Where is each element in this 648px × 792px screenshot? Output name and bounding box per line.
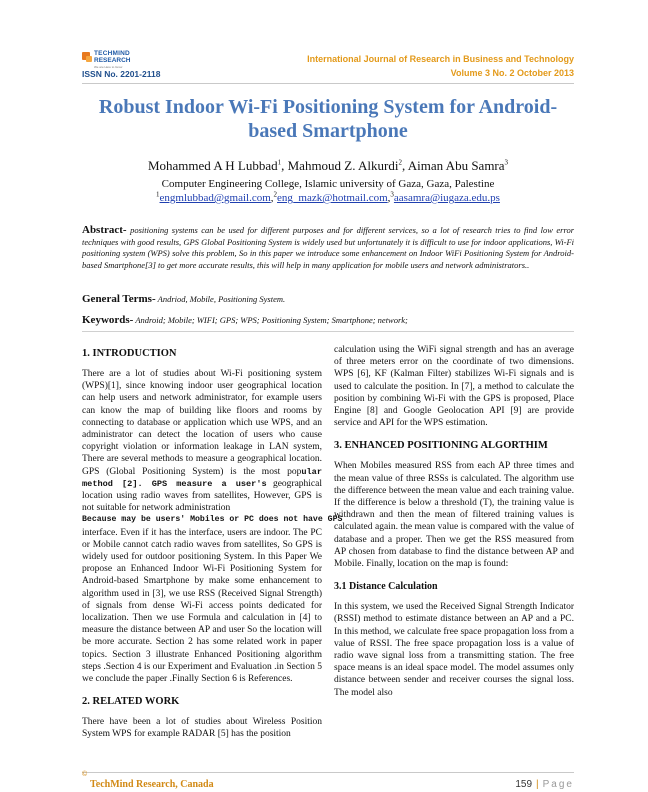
enhanced-algorithm-paragraph: When Mobiles measured RSS from each AP three times and the mean value of three RSSs is calculated. The algorithm use the difference between the mean value and each training value. If the difference is below a threshold (T), the training value is withdrawn and then the mean of filtered training values is calculated again. the mean value is compared with the value of database and a proper. Then we get the RSS measured from AP chosen from database to find the distance between AP and Mobile. Finally, location on the map is found: <box>334 461 574 570</box>
page-separator: | <box>536 779 539 790</box>
author-list: Mohammed A H Lubbad$^1$, Mahmoud Z. Alkurdi$^2$, Aiman Abu Samra$^3$ <box>147 158 509 173</box>
section-divider <box>82 331 574 332</box>
section-heading-related-work: 2. RELATED WORK <box>82 696 180 708</box>
volume-issue: Volume 3 No. 2 October 2013 <box>450 68 574 78</box>
author-name: Mohammed A H Lubbad <box>147 158 278 173</box>
copyright-icon: © <box>82 771 88 778</box>
general-terms-label: General Terms- <box>82 293 156 305</box>
email-sup: 2 <box>273 190 278 199</box>
footer-divider <box>82 772 574 773</box>
author-name: Mahmoud Z. Alkurdi <box>287 158 399 173</box>
abstract-label: Abstract- <box>82 224 127 236</box>
keywords <box>82 313 574 327</box>
publisher-name: TechMind Research, Canada <box>90 779 214 790</box>
author-sup: 3 <box>504 158 509 167</box>
page-number-value: 159 <box>515 779 533 790</box>
affiliation: Computer Engineering College, Islamic university of Gaza, Gaza, Palestine <box>161 178 495 190</box>
right-column <box>334 344 574 699</box>
distance-paragraph: In this system, we used the Received Signal Strength Indicator (RSSI) method to estimate distance between an AP and a PC. In this method, we calculate free space propagation loss from a value of RSSI. The free space propagation loss is a value of radio wave signal loss from a transmitting station. The free space means is an ideal space model. The model assumes only distance between sender and receiver courses the signal loss. The model also <box>334 602 574 698</box>
related-work-paragraph: There have been a lot of studies about Wireless Position System WPS for example RADAR [5] has the position <box>82 717 322 740</box>
intro-text-part1: There are a lot of studies about Wi-Fi positioning system (WPS)[1], since knowing indoor user geographical location can help users and network administrator, for example users can know the map of building like floors and rooms by connecting to database or application which use WPS, and an administrator can detect the location of users who cause copyright violation or information leakage in LAN system, There are several methods to measure a geographical location. GPS (Global Positioning System) is the most pop <box>82 369 322 477</box>
logo-name-line1: TECHMIND <box>94 50 130 57</box>
page-number <box>515 779 574 790</box>
intro-text-part2: geographical location using radio waves from satellites, However, GPS is not suitable for network administration <box>82 478 322 514</box>
email-link[interactable]: aasamra@iugaza.edu.ps <box>393 192 500 204</box>
issn-number: ISSN No. 2201-2118 <box>82 69 161 79</box>
keywords-text: Android; Mobile; WIFI; GPS; WPS; Positioning System; Smartphone; network; <box>135 315 408 325</box>
section-heading-enhanced-algorithm: 3. ENHANCED POSITIONING ALGORTHIM <box>334 440 548 452</box>
introduction-paragraph <box>82 368 343 685</box>
paper-title: Robust Indoor Wi-Fi Positioning System for Android-based Smartphone <box>98 96 558 142</box>
header-divider <box>82 83 574 84</box>
section-heading-introduction: 1. INTRODUCTION <box>82 348 177 359</box>
journal-header <box>307 52 574 80</box>
email-sup: 3 <box>390 190 394 199</box>
author-name: Aiman Abu Samra <box>407 158 505 173</box>
email-link[interactable]: eng_mazk@hotmail.com <box>277 192 388 204</box>
logo-tagline: We are Here to Grow <box>94 65 123 69</box>
abstract <box>82 225 574 271</box>
author-sup: 2 <box>398 158 402 167</box>
journal-name: International Journal of Research in Business and Technology <box>307 54 574 64</box>
intro-highlight-1: ular method [2]. GPS measure a user's <box>82 466 322 489</box>
abstract-text: positioning systems can be used for different purposes and for different services, so a lot of research tries to find low error techniques with good results, GPS Global Positioning System is widely used but unfortunately it is difficult to use for indoor applications, Wi-Fi positioning system (WPS) solve this problem, So in this paper we introduce some enhancement on Indoor WiFi Positioning System for Android-based Smartphone[3] to get more accurate results, this will help in many application for mobile users and network administrators.. <box>82 225 575 270</box>
logo-name-line2: RESEARCH <box>94 57 131 64</box>
email-list: $^1$engmlubbad@gmail.com,$^2$eng_mazk@hotmail.com,$^3$aasamra@iugaza.edu.ps <box>156 190 500 204</box>
general-terms <box>82 292 574 306</box>
page-label: Page <box>542 779 574 790</box>
general-terms-text: Andriod, Mobile, Positioning System. <box>157 294 286 304</box>
email-sup: 1 <box>156 190 160 199</box>
subsection-heading-distance: 3.1 Distance Calculation <box>334 581 438 593</box>
intro-text-part3: interface. Even if it has the interface, users are indoor. The PC or Mobile cannot catch radio waves from satellites, So GPS is widely used for outdoor positioning System. In this Paper We propose an Enhanced Indoor Wi-Fi Positioning System for Android-based Smartphone by make some enhancement to algorithm used in [3], we use RSS (Received Signal Strength) of signals from dense Wi-Fi access points dedicated for localization. Then we use Formula and calculation in [4] to measure the distance between AP and user So the location will be more accurate. Section 2 has some related work in paper topics. Section 3 illustrate Enhanced Positioning algorithm steps .Section 4 is our Experiment and Evaluation .in Section 5 we conclude the paper .Finally Section 6 is References. <box>82 527 322 685</box>
intro-highlight-2: Because may be users' Mobiles or PC does not have GPS <box>82 515 343 525</box>
keywords-label: Keywords- <box>82 314 134 326</box>
related-work-continued: calculation using the WiFi signal strength and has an average of three meters error on the coordinate of two dimensions. WPS [6], KF (Kalman Filter) stabilizes Wi-Fi signals and is used to calculate the position. In [7], a method to calculate the position by combining Wi-Fi with the GPS is proposed, Place Engine [8] and Google Geolocation API [9] are provide service and API for the WPS estimation. <box>334 345 574 429</box>
author-sup: 1 <box>277 158 282 167</box>
left-column <box>82 347 343 741</box>
email-link[interactable]: engmlubbad@gmail.com <box>159 192 271 204</box>
logo-mark-accent-icon <box>86 56 92 62</box>
